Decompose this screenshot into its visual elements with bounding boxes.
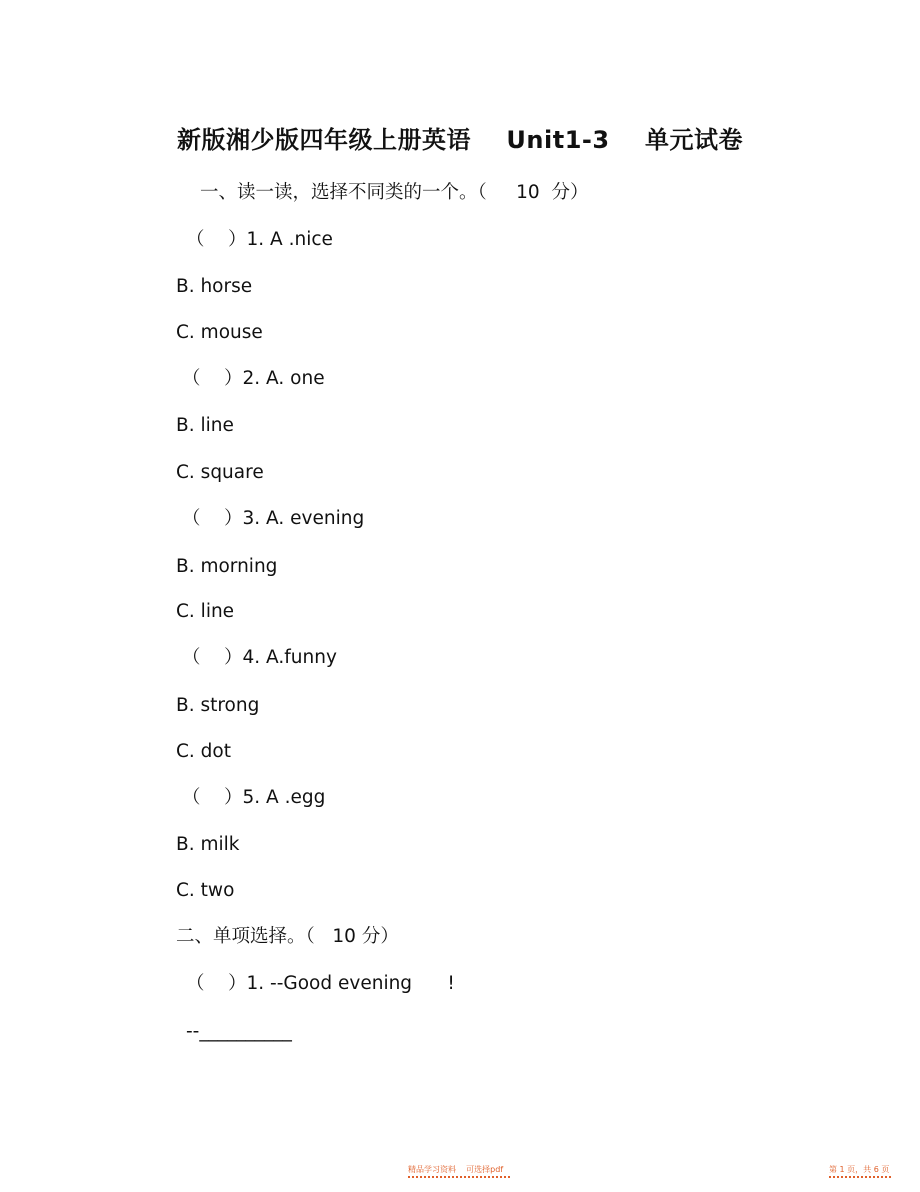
question-1-option-c: C. mouse: [176, 322, 263, 343]
footer-right-dotted-rule: [829, 1176, 891, 1180]
question-3-option-b: B. morning: [176, 556, 278, 577]
section2-heading: 二、单项选择。（ 10 分）: [176, 926, 399, 947]
footer-page-number: 第 1 页，共 6 页: [829, 1165, 890, 1174]
question-4-option-a: （ ）4. A.funny: [182, 647, 337, 668]
question-1-option-a: （ ）1. A .nice: [186, 229, 333, 250]
section2-question-1-answer-blank: --__________: [186, 1021, 292, 1042]
question-2-option-c: C. square: [176, 462, 264, 483]
section1-heading: 一、读一读，选择不同类的一个。（ 10 分）: [200, 182, 589, 203]
question-3-option-a: （ ）3. A. evening: [182, 508, 365, 529]
question-4-option-c: C. dot: [176, 741, 231, 762]
question-1-option-b: B. horse: [176, 276, 253, 297]
question-5-option-c: C. two: [176, 880, 235, 901]
question-2-option-b: B. line: [176, 415, 234, 436]
footer-watermark-text: 精品学习资料 可选择pdf: [408, 1165, 504, 1174]
question-2-option-a: （ ）2. A. one: [182, 368, 325, 389]
question-4-option-b: B. strong: [176, 695, 260, 716]
section2-question-1-prompt: （ ）1. --Good evening !: [186, 973, 455, 994]
footer-left-dotted-rule: [408, 1176, 510, 1180]
question-3-option-c: C. line: [176, 601, 235, 622]
question-5-option-a: （ ）5. A .egg: [182, 787, 326, 808]
page-title: 新版湘少版四年级上册英语 Unit1-3 单元试卷: [177, 126, 743, 154]
question-5-option-b: B. milk: [176, 834, 240, 855]
